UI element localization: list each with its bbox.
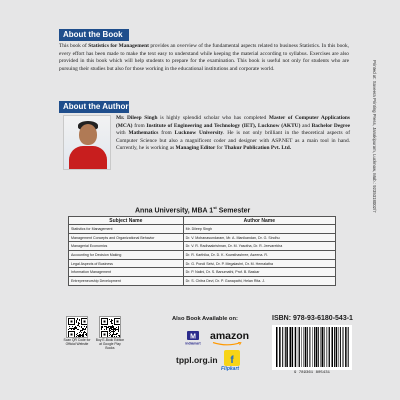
qr-caption: Buy E-Book Edition at Google Play Books <box>95 338 125 350</box>
flipkart-logo-icon[interactable]: f <box>224 350 240 366</box>
subject-cell: Information Management <box>69 268 184 277</box>
table-title <box>135 205 315 214</box>
table-row <box>69 242 336 251</box>
table-row <box>69 225 336 234</box>
subject-cell: Entrepreneurship Development <box>69 277 184 286</box>
author-cell: Dr. G. Pondi Selvi, Dr. P. Megalashri, Dr. M. Hemalatha <box>183 259 335 268</box>
column-header-subject: Subject Name <box>69 217 184 225</box>
author-name: Mr. Dileep Singh <box>116 115 158 121</box>
author-text-part: for <box>215 145 225 151</box>
table-row <box>69 251 336 260</box>
amazon-logo[interactable]: amazon <box>210 330 250 342</box>
about-book-title-bold: Statistics for Management <box>88 43 149 49</box>
svg-text:M: M <box>190 333 196 341</box>
isbn-label: ISBN: 978-93-6180-543-1 <box>272 315 353 322</box>
table-row <box>69 277 336 286</box>
indiamart-label: indiamart <box>185 341 201 346</box>
table-title-post: Semester <box>216 207 251 215</box>
qr-caption: Scan QR Code for Official Website <box>63 338 91 346</box>
author-text-part: and <box>300 122 312 129</box>
author-degree-bachelor: Bachelor Degree <box>311 122 350 129</box>
qr-google-play[interactable] <box>95 316 125 350</box>
table-row <box>69 268 336 277</box>
table-header-row <box>69 217 336 225</box>
about-author-heading: About the Author <box>59 101 129 113</box>
about-book-text-post: provides an overview of the fundamental aspects related to business Statistics. In this book, every effort has been made to make the text easy to understand while keeping the material according to syllabus. Exercises are also provided in this book which will help students to prepare for the examination. This book is useful not only for students who are pursuing their studies but also for those working in the educational institutions and corporate world. <box>59 43 349 72</box>
author-university: Lucknow University <box>174 130 224 136</box>
author-text-part: is highly splendid scholar who has completed <box>157 115 269 121</box>
author-cell: Mr. Dileep Singh <box>183 225 335 234</box>
author-cell: Dr. V. Mohanasundaram, Mr. A. Manikandan, Dr. G. Sindhu <box>183 233 335 242</box>
subject-cell: Managerial Economics <box>69 242 184 251</box>
about-book-paragraph <box>59 43 349 73</box>
subject-cell: Statistics for Management <box>69 225 184 234</box>
flipkart-label: Flipkart <box>221 366 240 372</box>
table-row <box>69 233 336 242</box>
qr-code-icon <box>66 316 88 338</box>
table-row <box>69 259 336 268</box>
qr-official-website[interactable] <box>62 316 92 346</box>
qr-code-icon <box>99 316 121 338</box>
table-title-main: Anna University, MBA 1 <box>135 207 214 215</box>
author-photo <box>63 115 111 170</box>
about-author-paragraph <box>116 115 350 153</box>
author-cell: Dr. P. Nalini, Dr. S. Banumathi, Prof. B. Baskar <box>183 268 335 277</box>
author-subject: Mathematics <box>128 130 159 136</box>
author-cell: Dr. R. Karthika, Dr. D. K. Kowsthashree, Aseena. R. <box>183 251 335 260</box>
author-role: Managing Editor <box>175 145 216 151</box>
table-title-sup: st <box>213 205 217 210</box>
barcode-icon <box>272 325 352 370</box>
indiamart-logo-icon[interactable] <box>183 331 203 346</box>
subject-cell: Accounting for Decision Making <box>69 251 184 260</box>
author-cell: Dr. S. Chitra Devi, Dr. P. Ganapathi, Helan Rita. J. <box>183 277 335 286</box>
author-text-part: from <box>158 130 175 136</box>
about-book-text-pre: This book of <box>59 43 89 49</box>
author-text-part: with <box>116 130 129 136</box>
subject-cell: Management Concepts and Organizational Behavior <box>69 233 184 242</box>
author-text-part: . He is not only brilliant in the theoretical aspects of Computer Science but also a magnificent coder and designer with ASP.NET as a main tool in hand. Currently, he is working as <box>116 130 350 151</box>
barcode-digits: 9 789361 805431 <box>293 371 330 375</box>
author-cell: Dr. V. R. Radhaakrishnan, Dr. M. Yasotha, Dr. R. Jeevarekha <box>183 242 335 251</box>
printer-info-vertical: Printed at: Saveera Printing Press, Janakipuram, Lucknow, Mob.: 9235318002/7 <box>372 60 377 213</box>
subject-cell: Legal Aspects of Business <box>69 259 184 268</box>
about-book-heading: About the Book <box>59 29 129 41</box>
author-publisher: Thakur Publication Pvt. Ltd. <box>224 145 292 151</box>
column-header-author: Author Name <box>183 217 335 225</box>
author-degree-mca: Master of Computer Applications (MCA) <box>116 115 350 129</box>
subjects-table <box>68 216 336 286</box>
amazon-smile-icon <box>212 342 242 346</box>
author-institute: Institute of Engineering and Technology (IET), Lucknow (AKTU) <box>146 122 301 129</box>
author-text-part: from <box>132 122 147 129</box>
also-available-label: Also Book Available on: <box>172 316 238 322</box>
publisher-website-link[interactable]: tppl.org.in <box>176 355 218 365</box>
